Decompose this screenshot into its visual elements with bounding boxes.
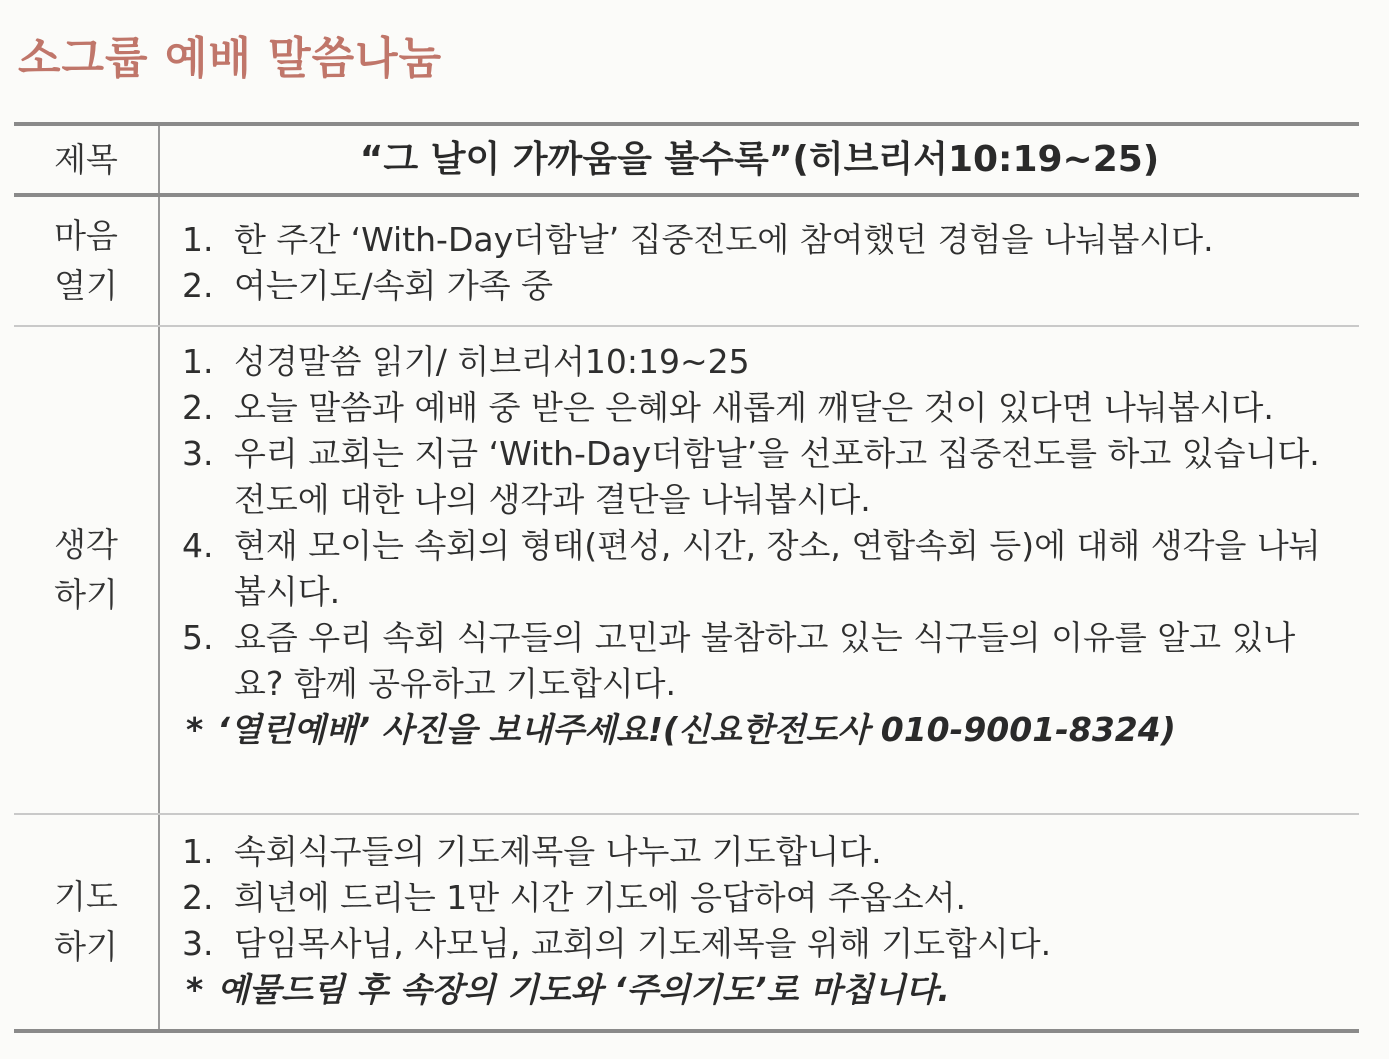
item-text: 한 주간 ‘With-Day더함날’ 집중전도에 참여했던 경험을 나눠봅시다. (234, 220, 1214, 259)
closing-note (182, 967, 1359, 1013)
label-line: 기도 (54, 877, 118, 916)
item-number: 3. (182, 924, 214, 963)
sermon-title: “그 날이 가까움을 볼수록”(히브리서10:19~25) (359, 138, 1160, 180)
item-number: 1. (182, 832, 214, 871)
pray-content (160, 815, 1359, 1029)
asterisk-icon: * (186, 710, 204, 749)
list-item (182, 385, 1359, 431)
item-text: 요즘 우리 속회 식구들의 고민과 불참하고 있는 식구들의 이유를 알고 있나요? 함께 공유하고 기도합시다. (234, 618, 1296, 703)
list-item (182, 339, 1359, 385)
sharing-table (14, 122, 1359, 1033)
list-item (182, 921, 1359, 967)
note-text: ‘열린예배’ 사진을 보내주세요!(신요한전도사 010-9001-8324) (217, 710, 1176, 749)
list-item (182, 829, 1359, 875)
open-heart-content (160, 197, 1359, 325)
pray-row (14, 813, 1359, 1029)
item-number: 4. (182, 526, 214, 565)
pray-label (14, 815, 160, 1029)
item-text: 우리 교회는 지금 ‘With-Day더함날’을 선포하고 집중전도를 하고 있습니다. 전도에 대한 나의 생각과 결단을 나눠봅시다. (234, 434, 1320, 519)
asterisk-icon: * (186, 970, 204, 1009)
label-line: 하기 (54, 927, 118, 966)
list-item (182, 615, 1359, 707)
item-number: 1. (182, 342, 214, 381)
item-text: 담임목사님, 사모님, 교회의 기도제목을 위해 기도합시다. (234, 924, 1052, 963)
title-label: 제목 (14, 126, 160, 193)
item-text: 오늘 말씀과 예배 중 받은 은혜와 새롭게 깨달은 것이 있다면 나눠봅시다. (234, 388, 1274, 427)
think-label (14, 327, 160, 813)
label-line: 하기 (54, 575, 118, 614)
item-text: 희년에 드리는 1만 시간 기도에 응답하여 주옵소서. (234, 878, 966, 917)
list-item (182, 263, 1359, 309)
label-line: 마음 (54, 216, 118, 255)
think-row (14, 325, 1359, 813)
page-title: 소그룹 예배 말씀나눔 (18, 33, 443, 84)
title-row (14, 126, 1359, 193)
item-number: 2. (182, 266, 214, 305)
list-item (182, 875, 1359, 921)
photo-request-note (182, 707, 1359, 753)
item-text: 속회식구들의 기도제목을 나누고 기도합니다. (234, 832, 882, 871)
item-number: 3. (182, 434, 214, 473)
list-item (182, 431, 1359, 523)
open-heart-label (14, 197, 160, 325)
list-item (182, 217, 1359, 263)
item-text: 성경말씀 읽기/ 히브리서10:19~25 (234, 342, 750, 381)
item-number: 2. (182, 878, 214, 917)
item-number: 1. (182, 220, 214, 259)
list-item (182, 523, 1359, 615)
item-text: 현재 모이는 속회의 형태(편성, 시간, 장소, 연합속회 등)에 대해 생각을 나눠봅시다. (234, 526, 1321, 611)
item-text: 여는기도/속회 가족 중 (234, 266, 553, 305)
note-text: 예물드림 후 속장의 기도와 ‘주의기도’로 마칩니다. (217, 970, 950, 1009)
item-number: 5. (182, 618, 214, 657)
open-heart-row (14, 193, 1359, 325)
item-number: 2. (182, 388, 214, 427)
think-content (160, 327, 1359, 813)
label-line: 생각 (54, 525, 118, 564)
label-line: 열기 (54, 266, 118, 305)
